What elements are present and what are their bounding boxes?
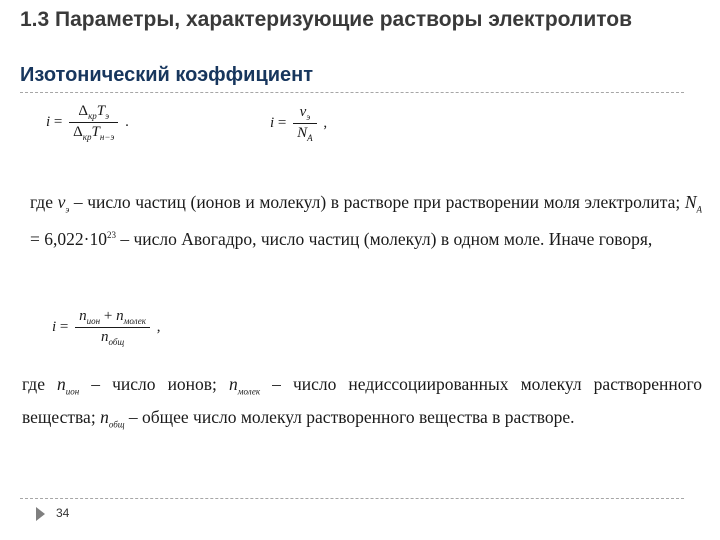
formula1-tail: .: [125, 113, 129, 130]
formula3-lhs: i: [52, 318, 57, 335]
formula2-equals: =: [277, 114, 287, 131]
formula3-denominator: $n_{общ}$: [75, 327, 150, 347]
slide-subtitle: Изотонический коэффициент: [20, 64, 314, 86]
formula3-tail: ,: [156, 318, 161, 335]
formula1-fraction: [69, 103, 118, 142]
formula3-numerator: $n_{ион} + n_{молек}$: [79, 308, 146, 326]
formula2-numerator: $\nu_э$: [299, 104, 311, 122]
formula1-lhs: i: [46, 113, 51, 130]
formula-isotonic-avogadro: [270, 104, 327, 143]
formula3-equals: =: [59, 318, 69, 335]
formula2-lhs: i: [270, 114, 275, 131]
formula2-tail: ,: [323, 114, 328, 131]
paragraph-definition-nu: где $\nu_э$ – число частиц (ионов и молекул) в растворе при растворении моля электролита; $N_A = 6,022\cdot 10^{23}$ – число Авогадро, число частиц (молекул) в одном моле. Иначе говоря,: [30, 192, 703, 249]
formula1-denominator: $\Delta_{кр}T_{н-э}$: [69, 122, 118, 142]
slide-title: 1.3 Параметры, характеризующие растворы электролитов: [20, 8, 632, 31]
top-divider: [20, 92, 684, 93]
formula1-numerator: $\Delta_{кр}T_э$: [78, 103, 110, 121]
formula1-equals: =: [53, 113, 63, 130]
bottom-divider: [20, 498, 684, 499]
page-number: 34: [56, 506, 70, 520]
play-arrow-icon: [36, 507, 45, 521]
formula-isotonic-temperature: [46, 103, 129, 142]
formula2-fraction: [293, 104, 317, 143]
paragraph-definition-n: где $n_{ион}$ – число ионов; $n_{молек}$ – число недиссоциированных молекул растворенного вещества; $n_{общ}$ – общее число молекул растворенного вещества в растворе.: [22, 374, 702, 429]
formula2-denominator: $N_A$: [293, 123, 317, 143]
formula3-fraction: [75, 308, 150, 347]
formula-isotonic-particles: [52, 308, 160, 347]
